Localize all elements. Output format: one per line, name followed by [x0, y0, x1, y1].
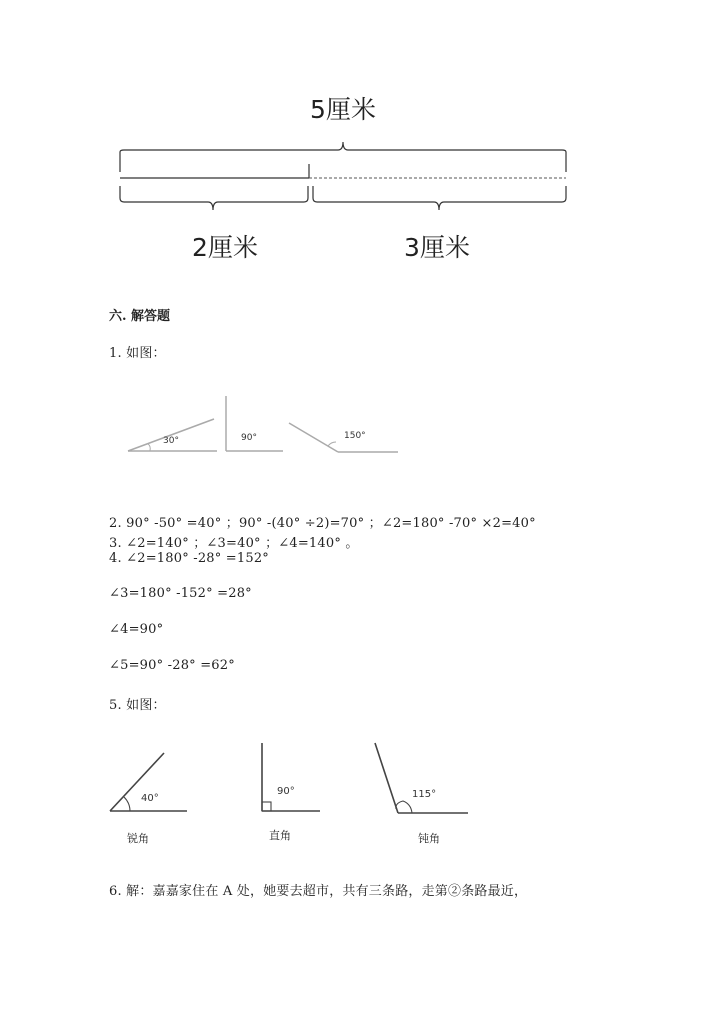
right-angle-figure	[262, 743, 320, 842]
segment-diagram	[0, 80, 720, 280]
right-angle-value: 90°	[277, 786, 295, 797]
total-length-label: 5厘米	[310, 95, 376, 124]
q4-line-3: ∠4=90°	[109, 622, 164, 637]
q6-answer: 6. 解：嘉嘉家住在 A 处，她要去超市，共有三条路，走第②条路最近，	[109, 884, 528, 899]
obtuse-angle-value: 115°	[412, 789, 437, 800]
q4-line-2: ∠3=180° -152° =28°	[109, 586, 252, 601]
q5-label: 5. 如图：	[109, 698, 166, 713]
angle-150-label: 150°	[344, 431, 366, 441]
angle-90-figure	[226, 396, 283, 451]
angle-30-label: 30°	[163, 436, 179, 446]
q3-answer: 3. ∠2=140° ；∠3=40° ；∠4=140° 。	[109, 536, 359, 551]
bottom-right-brace	[313, 186, 566, 210]
q1-angle-figures	[0, 390, 720, 470]
acute-angle-value: 40°	[141, 793, 159, 804]
bottom-left-brace	[120, 186, 308, 210]
obtuse-angle-name: 钝角	[418, 832, 440, 845]
q4-line-4: ∠5=90° -28° =62°	[109, 658, 235, 673]
angle-150-figure	[289, 423, 398, 452]
right-length-label: 3厘米	[404, 233, 470, 262]
acute-angle-figure	[110, 753, 187, 845]
angle-90-label: 90°	[241, 433, 257, 443]
section-title: 六. 解答题	[109, 309, 171, 324]
angle-30-figure	[128, 419, 217, 451]
q5-angle-figures	[0, 735, 720, 855]
q1-label: 1. 如图：	[109, 346, 166, 361]
acute-angle-name: 锐角	[127, 832, 149, 845]
left-length-label: 2厘米	[192, 233, 258, 262]
obtuse-angle-figure	[375, 743, 468, 845]
q4-line-1: 4. ∠2=180° -28° =152°	[109, 551, 270, 566]
right-angle-name: 直角	[269, 829, 291, 842]
q2-answer: 2. 90° -50° =40° ；90° -(40° ÷2)=70° ；∠2=180° -70° ×2=40°	[109, 516, 536, 531]
top-brace	[120, 142, 566, 172]
